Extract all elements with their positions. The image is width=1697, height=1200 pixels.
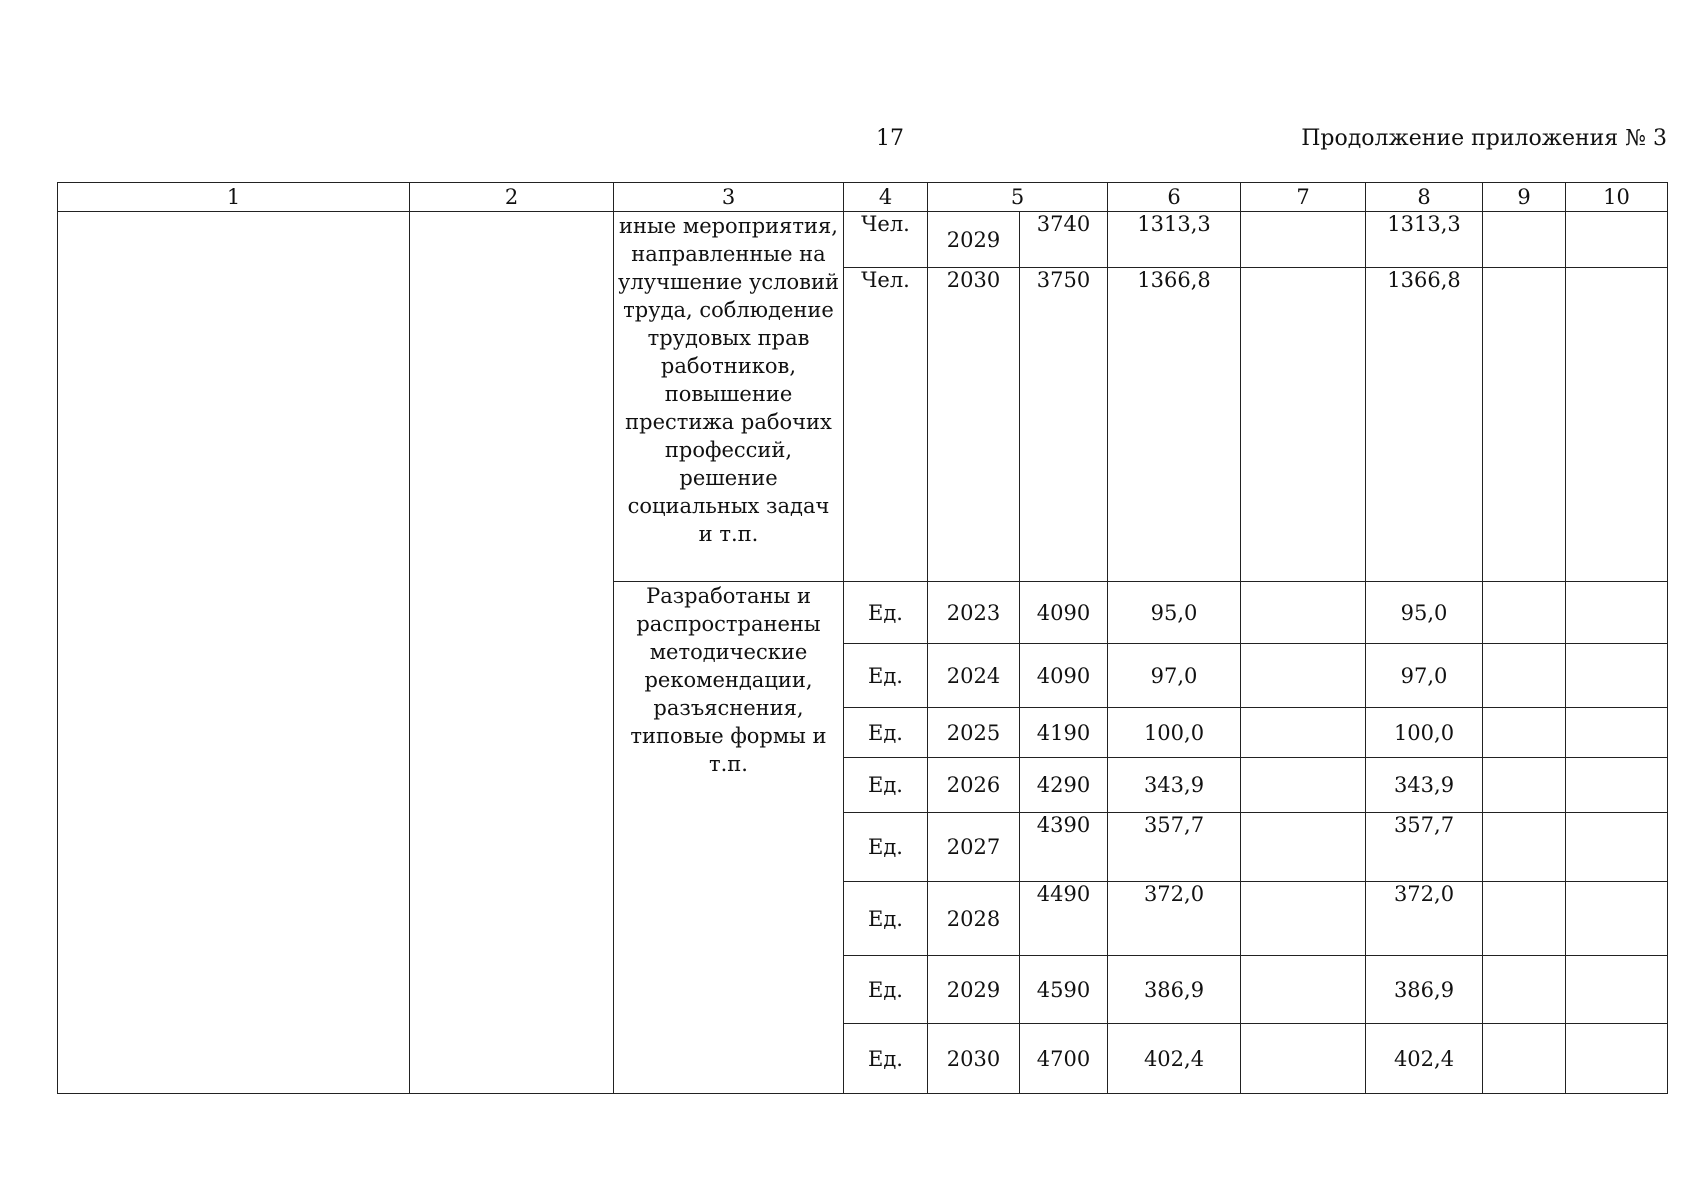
column-2-cell (410, 212, 614, 1094)
value-cell-8: 1313,3 (1366, 212, 1483, 268)
column-header: 10 (1566, 183, 1668, 212)
code-cell: 4700 (1020, 1024, 1108, 1094)
value-cell-6: 1366,8 (1108, 268, 1241, 582)
table-row (58, 212, 1668, 268)
value-cell-9 (1483, 582, 1566, 644)
value-cell-7 (1241, 882, 1366, 956)
value-cell-6: 372,0 (1108, 882, 1241, 956)
column-header: 3 (614, 183, 844, 212)
value-cell-6: 357,7 (1108, 813, 1241, 882)
value-cell-8: 97,0 (1366, 644, 1483, 708)
value-cell-8: 372,0 (1366, 882, 1483, 956)
value-cell-8: 343,9 (1366, 758, 1483, 813)
column-header: 7 (1241, 183, 1366, 212)
value-cell-7 (1241, 813, 1366, 882)
value-cell-10 (1566, 212, 1668, 268)
value-cell-9 (1483, 882, 1566, 956)
year-cell: 2030 (928, 1024, 1020, 1094)
value-cell-7 (1241, 644, 1366, 708)
value-cell-10 (1566, 1024, 1668, 1094)
value-cell-7 (1241, 956, 1366, 1024)
unit-cell: Ед. (844, 758, 928, 813)
column-header: 6 (1108, 183, 1241, 212)
value-cell-8: 100,0 (1366, 708, 1483, 758)
value-cell-7 (1241, 708, 1366, 758)
unit-cell: Ед. (844, 644, 928, 708)
year-cell: 2025 (928, 708, 1020, 758)
value-cell-9 (1483, 1024, 1566, 1094)
value-cell-6: 95,0 (1108, 582, 1241, 644)
value-cell-7 (1241, 1024, 1366, 1094)
code-cell: 4290 (1020, 758, 1108, 813)
column-header: 5 (928, 183, 1108, 212)
code-cell: 3750 (1020, 268, 1108, 582)
code-cell: 4090 (1020, 644, 1108, 708)
value-cell-10 (1566, 582, 1668, 644)
value-cell-6: 343,9 (1108, 758, 1241, 813)
unit-cell: Чел. (844, 268, 928, 582)
result-description: Разработаны и распространены методические рекомендации, разъяснения, типовые формы и т.п. (614, 582, 844, 1094)
result-description: иные мероприятия, направленные на улучшение условий труда, соблюдение трудовых прав работников, повышение престижа рабочих профессий, решение социальных задач и т.п. (614, 212, 844, 582)
year-cell: 2029 (928, 956, 1020, 1024)
value-cell-10 (1566, 708, 1668, 758)
code-cell: 4390 (1020, 813, 1108, 882)
year-cell: 2026 (928, 758, 1020, 813)
column-1-cell (58, 212, 410, 1094)
value-cell-10 (1566, 758, 1668, 813)
value-cell-10 (1566, 644, 1668, 708)
value-cell-9 (1483, 644, 1566, 708)
unit-cell: Ед. (844, 1024, 928, 1094)
value-cell-9 (1483, 708, 1566, 758)
year-cell: 2023 (928, 582, 1020, 644)
value-cell-6: 100,0 (1108, 708, 1241, 758)
value-cell-8: 357,7 (1366, 813, 1483, 882)
value-cell-10 (1566, 956, 1668, 1024)
value-cell-7 (1241, 758, 1366, 813)
value-cell-8: 386,9 (1366, 956, 1483, 1024)
value-cell-6: 386,9 (1108, 956, 1241, 1024)
unit-cell: Ед. (844, 813, 928, 882)
value-cell-10 (1566, 882, 1668, 956)
value-cell-9 (1483, 268, 1566, 582)
column-number-row (58, 183, 1668, 212)
column-header: 4 (844, 183, 928, 212)
value-cell-9 (1483, 813, 1566, 882)
code-cell: 4190 (1020, 708, 1108, 758)
value-cell-6: 1313,3 (1108, 212, 1241, 268)
column-header: 9 (1483, 183, 1566, 212)
year-cell: 2030 (928, 268, 1020, 582)
value-cell-8: 1366,8 (1366, 268, 1483, 582)
unit-cell: Ед. (844, 882, 928, 956)
code-cell: 3740 (1020, 212, 1108, 268)
value-cell-7 (1241, 212, 1366, 268)
unit-cell: Ед. (844, 708, 928, 758)
value-cell-6: 402,4 (1108, 1024, 1241, 1094)
code-cell: 4490 (1020, 882, 1108, 956)
value-cell-9 (1483, 758, 1566, 813)
column-header: 1 (58, 183, 410, 212)
unit-cell: Ед. (844, 956, 928, 1024)
value-cell-7 (1241, 582, 1366, 644)
year-cell: 2027 (928, 813, 1020, 882)
year-cell: 2024 (928, 644, 1020, 708)
value-cell-9 (1483, 212, 1566, 268)
value-cell-8: 402,4 (1366, 1024, 1483, 1094)
year-cell: 2029 (928, 212, 1020, 268)
page-number: 17 (876, 126, 904, 151)
code-cell: 4590 (1020, 956, 1108, 1024)
appendix-caption: Продолжение приложения № 3 (1301, 126, 1667, 151)
value-cell-10 (1566, 268, 1668, 582)
unit-cell: Чел. (844, 212, 928, 268)
column-header: 2 (410, 183, 614, 212)
value-cell-6: 97,0 (1108, 644, 1241, 708)
value-cell-7 (1241, 268, 1366, 582)
unit-cell: Ед. (844, 582, 928, 644)
year-cell: 2028 (928, 882, 1020, 956)
column-header: 8 (1366, 183, 1483, 212)
value-cell-8: 95,0 (1366, 582, 1483, 644)
code-cell: 4090 (1020, 582, 1108, 644)
value-cell-10 (1566, 813, 1668, 882)
value-cell-9 (1483, 956, 1566, 1024)
appendix-table (57, 182, 1668, 1094)
